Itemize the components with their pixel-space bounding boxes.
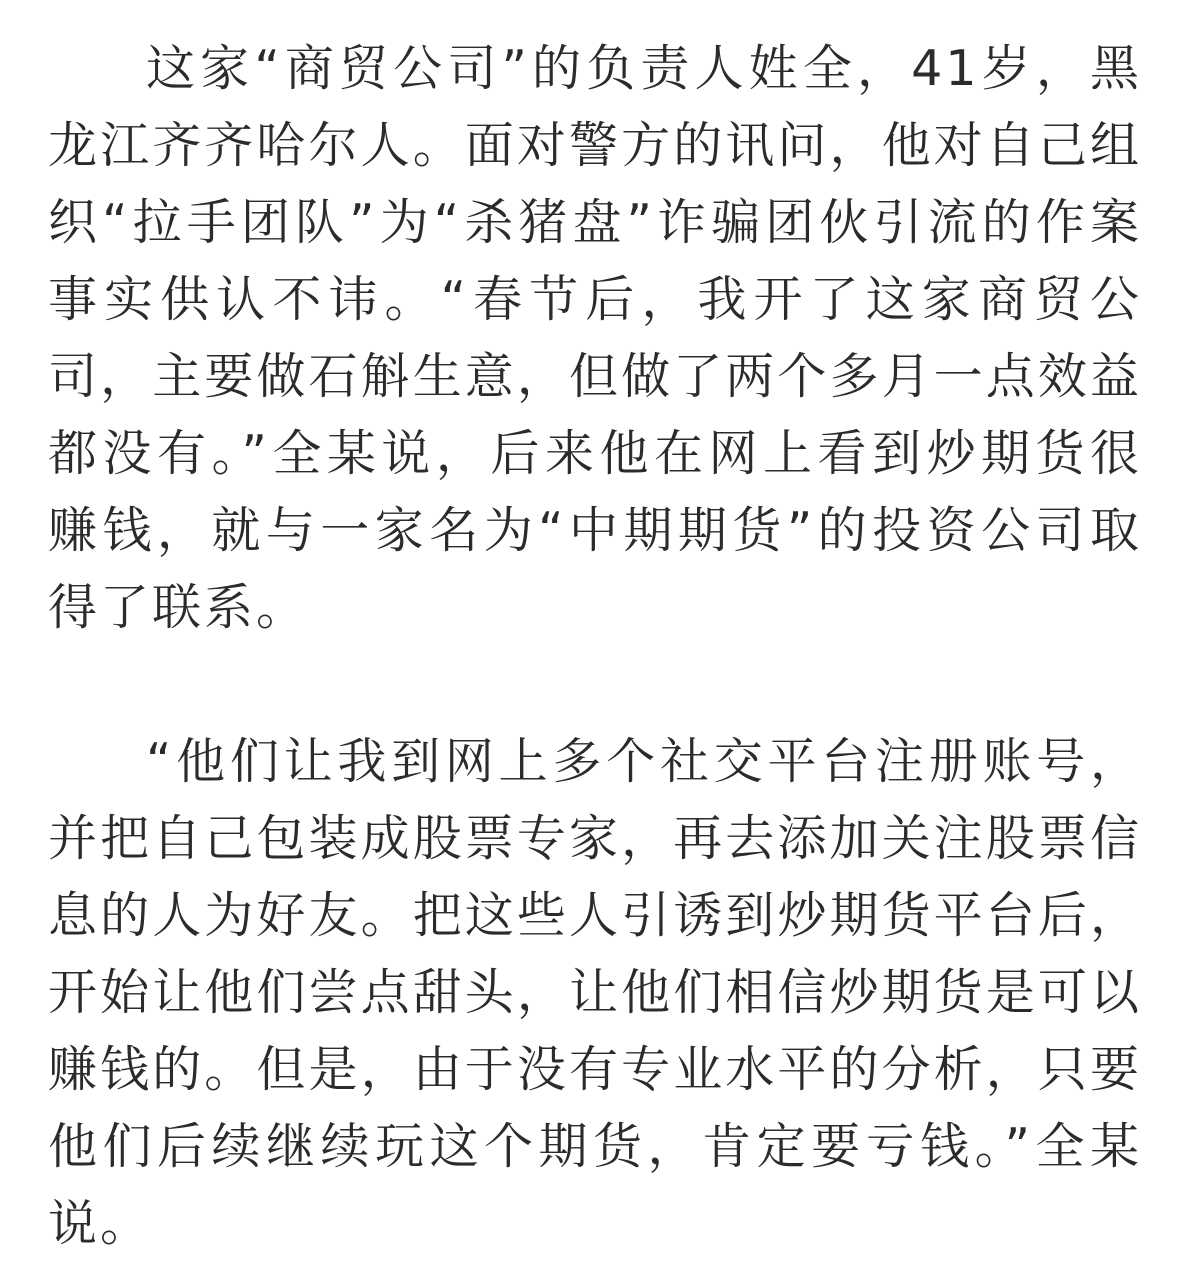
article-body <box>48 30 1142 1262</box>
article-paragraph-1: 这家“商贸公司”的负责人姓全，41岁，黑龙江齐齐哈尔人。面对警方的讯问，他对自己组织“拉手团队”为“杀猪盘”诈骗团伙引流的作案事实供认不讳。“春节后，我开了这家商贸公司，主要做石斛生意，但做了两个多月一点效益都没有。”全某说，后来他在网上看到炒期货很赚钱，就与一家名为“中期期货”的投资公司取得了联系。 <box>48 40 1142 636</box>
article-paragraph-2: “他们让我到网上多个社交平台注册账号，并把自己包装成股票专家，再去添加关注股票信息的人为好友。把这些人引诱到炒期货平台后，开始让他们尝点甜头，让他们相信炒期货是可以赚钱的。但是，由于没有专业水平的分析，只要他们后续继续玩这个期货，肯定要亏钱。”全某说。 <box>48 733 1142 1252</box>
